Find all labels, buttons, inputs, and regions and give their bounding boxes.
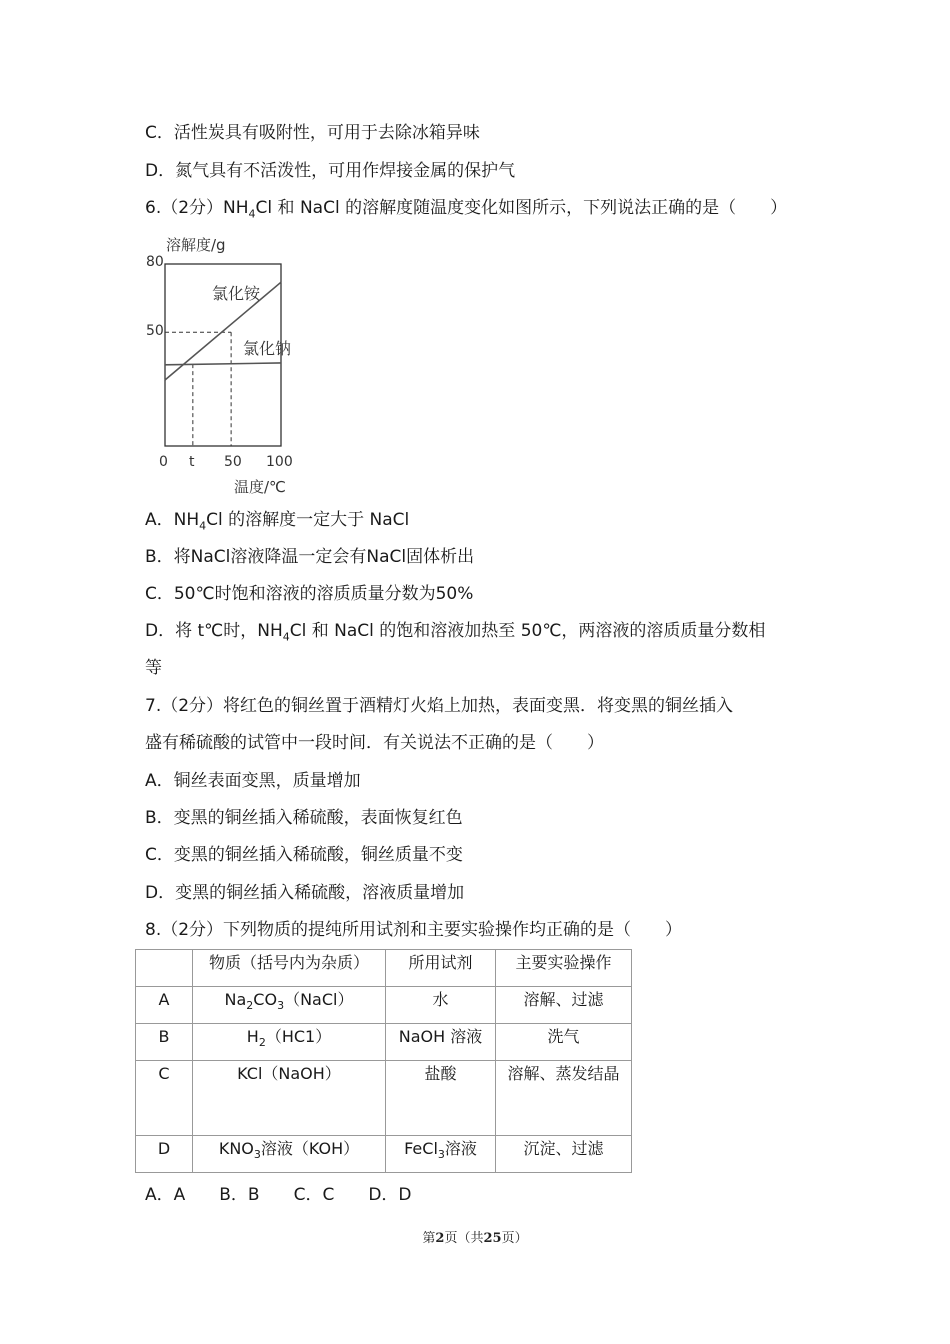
q8-stem: 8.（2分）下列物质的提纯所用试剂和主要实验操作均正确的是（ ） [145, 920, 683, 940]
footer-suffix: 页） [501, 1231, 528, 1246]
q6-option-d [145, 619, 765, 643]
table-header-cell: 所用试剂 [386, 950, 496, 987]
q7-option-a: A．铜丝表面变黑，质量增加 [145, 771, 361, 791]
y-tick-50: 50 [146, 323, 164, 339]
q6-option-b: B．将NaCl溶液降温一定会有NaCl固体析出 [145, 547, 475, 567]
x-axis-label: 温度/℃ [234, 478, 286, 496]
table-row [136, 987, 632, 1024]
q5-option-c: C．活性炭具有吸附性，可用于去除冰箱异味 [145, 123, 480, 143]
q6d-sub: 4 [282, 630, 290, 644]
q6-stem-prefix: 6.（2分）NH [145, 198, 249, 218]
q6d-prefix: D．将 t℃时，NH [145, 621, 283, 641]
page-footer [0, 1227, 950, 1246]
footer-page: 2 [435, 1231, 445, 1246]
row-substance: $Na_2CO_3(NaCl)$ [193, 987, 386, 1024]
series-label-ammonium-chloride: 氯化铵 [212, 284, 261, 303]
row-substance: $H_2(HC1)$ [193, 1024, 386, 1061]
x-tick-100: 100 [266, 454, 293, 470]
q6-option-c: C．50℃时饱和溶液的溶质质量分数为50% [145, 584, 474, 604]
footer-mid: 页（共 [444, 1231, 484, 1246]
table-row [136, 1061, 632, 1136]
row-reagent: NaOH 溶液 [386, 1024, 496, 1061]
series-sodium-chloride [165, 363, 281, 365]
table-row [136, 1024, 632, 1061]
table-header-cell [136, 950, 193, 987]
q7-option-d: D．变黑的铜丝插入稀硫酸，溶液质量增加 [145, 883, 465, 903]
row-operation: 溶解、过滤 [496, 987, 632, 1024]
table-header-row [136, 950, 632, 987]
row-reagent: 盐酸 [386, 1061, 496, 1136]
q6-sub: 4 [248, 207, 256, 221]
q6d-suffix: Cl 和 NaCl 的饱和溶液加热至 50℃，两溶液的溶质质量分数相 [289, 621, 766, 641]
footer-prefix: 第 [422, 1231, 436, 1246]
row-reagent: 水 [386, 987, 496, 1024]
row-reagent: FeCl$_3$溶液 [386, 1136, 496, 1173]
q6-option-a [145, 508, 409, 532]
row-label: B [136, 1024, 193, 1061]
q6-option-d-cont: 等 [145, 658, 162, 678]
table-row [136, 1136, 632, 1173]
row-label: C [136, 1061, 193, 1136]
x-tick-50: 50 [224, 454, 242, 470]
q7-option-b: B．变黑的铜丝插入稀硫酸，表面恢复红色 [145, 808, 463, 828]
row-substance: KCl（NaOH） [193, 1061, 386, 1136]
q6a-prefix: A．NH [145, 510, 200, 530]
row-operation: 溶解、蒸发结晶 [496, 1061, 632, 1136]
row-label: A [136, 987, 193, 1024]
q6-stem [145, 196, 787, 220]
q8-options: A．A B．B C．C D．D [145, 1185, 412, 1205]
row-substance: $KNO_3$溶液（KOH） [193, 1136, 386, 1173]
y-tick-80: 80 [146, 254, 164, 270]
footer-total: 25 [483, 1231, 502, 1246]
q7-stem-1: 7.（2分）将红色的铜丝置于酒精灯火焰上加热，表面变黑．将变黑的铜丝插入 [145, 696, 734, 716]
q5-option-d: D．氮气具有不活泼性，可用作焊接金属的保护气 [145, 161, 516, 181]
q6-stem-suffix: Cl 和 NaCl 的溶解度随温度变化如图所示，下列说法正确的是（ ） [255, 198, 788, 218]
row-operation: 洗气 [496, 1024, 632, 1061]
x-tick-0: 0 [159, 454, 168, 470]
row-label: D [136, 1136, 193, 1173]
q7-stem-2: 盛有稀硫酸的试管中一段时间．有关说法不正确的是（ ） [145, 733, 604, 753]
purification-table [135, 949, 632, 1173]
q7-option-c: C．变黑的铜丝插入稀硫酸，铜丝质量不变 [145, 845, 463, 865]
solubility-chart [140, 230, 310, 500]
q6a-sub: 4 [199, 519, 207, 533]
row-operation: 沉淀、过滤 [496, 1136, 632, 1173]
q6a-suffix: Cl 的溶解度一定大于 NaCl [206, 510, 410, 530]
table-header-cell: 主要实验操作 [496, 950, 632, 987]
series-label-sodium-chloride: 氯化钠 [243, 339, 292, 358]
y-axis-label: 溶解度/g [166, 236, 226, 254]
table-header-cell: 物质（括号内为杂质） [193, 950, 386, 987]
x-tick-t: t [189, 454, 195, 470]
